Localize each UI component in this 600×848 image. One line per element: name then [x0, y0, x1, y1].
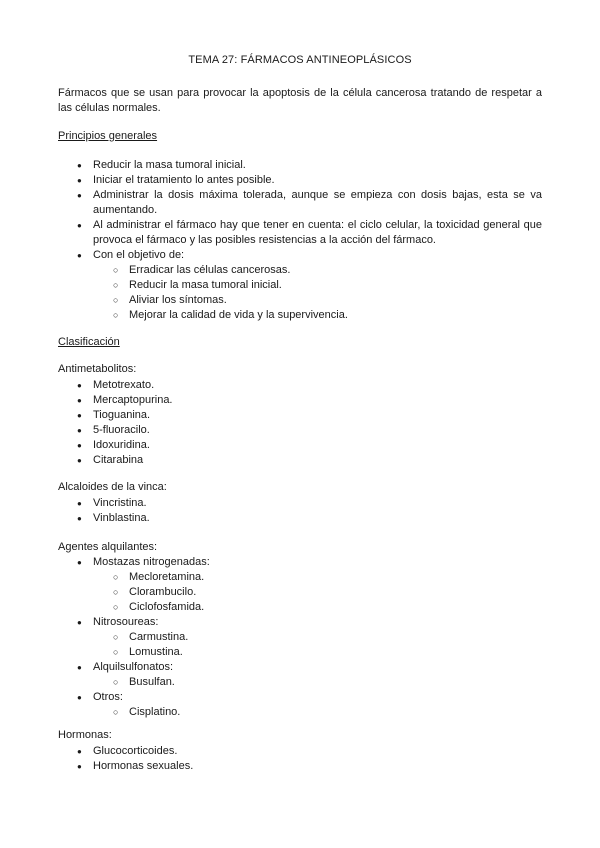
list-item: ● Vincristina.	[93, 496, 542, 511]
sublist	[93, 570, 542, 615]
group-label: Alquilsulfonatos:	[93, 661, 174, 673]
list-item: ● Reducir la masa tumoral inicial.	[93, 158, 542, 173]
hormonas-label: Hormonas:	[58, 729, 112, 741]
sublist	[93, 675, 542, 690]
list-item: ● Mercaptopurina.	[93, 393, 542, 408]
list-item: ○ Mecloretamina.	[129, 570, 542, 585]
list-item: ● Hormonas sexuales.	[93, 759, 542, 774]
list-item: ○ Cisplatino.	[129, 705, 542, 720]
list-item: ○ Lomustina.	[129, 645, 542, 660]
list-item: ● Iniciar el tratamiento lo antes posible.	[93, 173, 542, 188]
sublist	[93, 630, 542, 660]
alquilantes-label: Agentes alquilantes:	[58, 541, 158, 553]
list-item	[93, 248, 542, 323]
list-item: ○ Erradicar las células cancerosas.	[129, 263, 542, 278]
list-item: ○ Carmustina.	[129, 630, 542, 645]
group-label: Mostazas nitrogenadas:	[93, 556, 210, 568]
alquilantes-list	[93, 555, 542, 720]
principios-list	[93, 158, 542, 323]
clasificacion-heading: Clasificación	[58, 336, 120, 348]
list-item: ○ Busulfan.	[129, 675, 542, 690]
antimetabolitos-list	[93, 378, 542, 468]
list-item	[93, 690, 542, 720]
list-item: ● Citarabina	[93, 453, 542, 468]
list-item: ○ Mejorar la calidad de vida y la supervivencia.	[129, 308, 542, 323]
page-title: TEMA 27: FÁRMACOS ANTINEOPLÁSICOS	[188, 54, 412, 66]
list-item: ● Al administrar el fármaco hay que tener en cuenta: el ciclo celular, la toxicidad general que provoca el fármaco y las posibles resistencias a la acción del fármaco.	[93, 218, 542, 248]
sublist	[93, 705, 542, 720]
list-item: ● Idoxuridina.	[93, 438, 542, 453]
group-label: Nitrosoureas:	[93, 616, 159, 628]
list-item: ○ Aliviar los síntomas.	[129, 293, 542, 308]
antimetabolitos-label: Antimetabolitos:	[58, 363, 137, 375]
list-item: ○ Clorambucilo.	[129, 585, 542, 600]
list-item-label: Con el objetivo de:	[93, 249, 185, 261]
list-item: ● Vinblastina.	[93, 511, 542, 526]
alcaloides-list	[93, 496, 542, 526]
list-item	[93, 660, 542, 690]
hormonas-list	[93, 744, 542, 774]
principios-heading: Principios generales	[58, 130, 158, 142]
list-item	[93, 555, 542, 615]
list-item: ○ Ciclofosfamida.	[129, 600, 542, 615]
list-item	[93, 615, 542, 660]
objetivos-list	[93, 263, 542, 323]
list-item: ● Metotrexato.	[93, 378, 542, 393]
list-item: ● 5-fluoracilo.	[93, 423, 542, 438]
list-item: ● Glucocorticoides.	[93, 744, 542, 759]
list-item: ● Administrar la dosis máxima tolerada, aunque se empieza con dosis bajas, esta se va aumentando.	[93, 188, 542, 218]
group-label: Otros:	[93, 691, 123, 703]
intro-paragraph: Fármacos que se usan para provocar la apoptosis de la célula cancerosa tratando de respetar a las células normales.	[58, 87, 542, 114]
list-item: ○ Reducir la masa tumoral inicial.	[129, 278, 542, 293]
list-item: ● Tioguanina.	[93, 408, 542, 423]
alcaloides-label: Alcaloides de la vinca:	[58, 481, 167, 493]
